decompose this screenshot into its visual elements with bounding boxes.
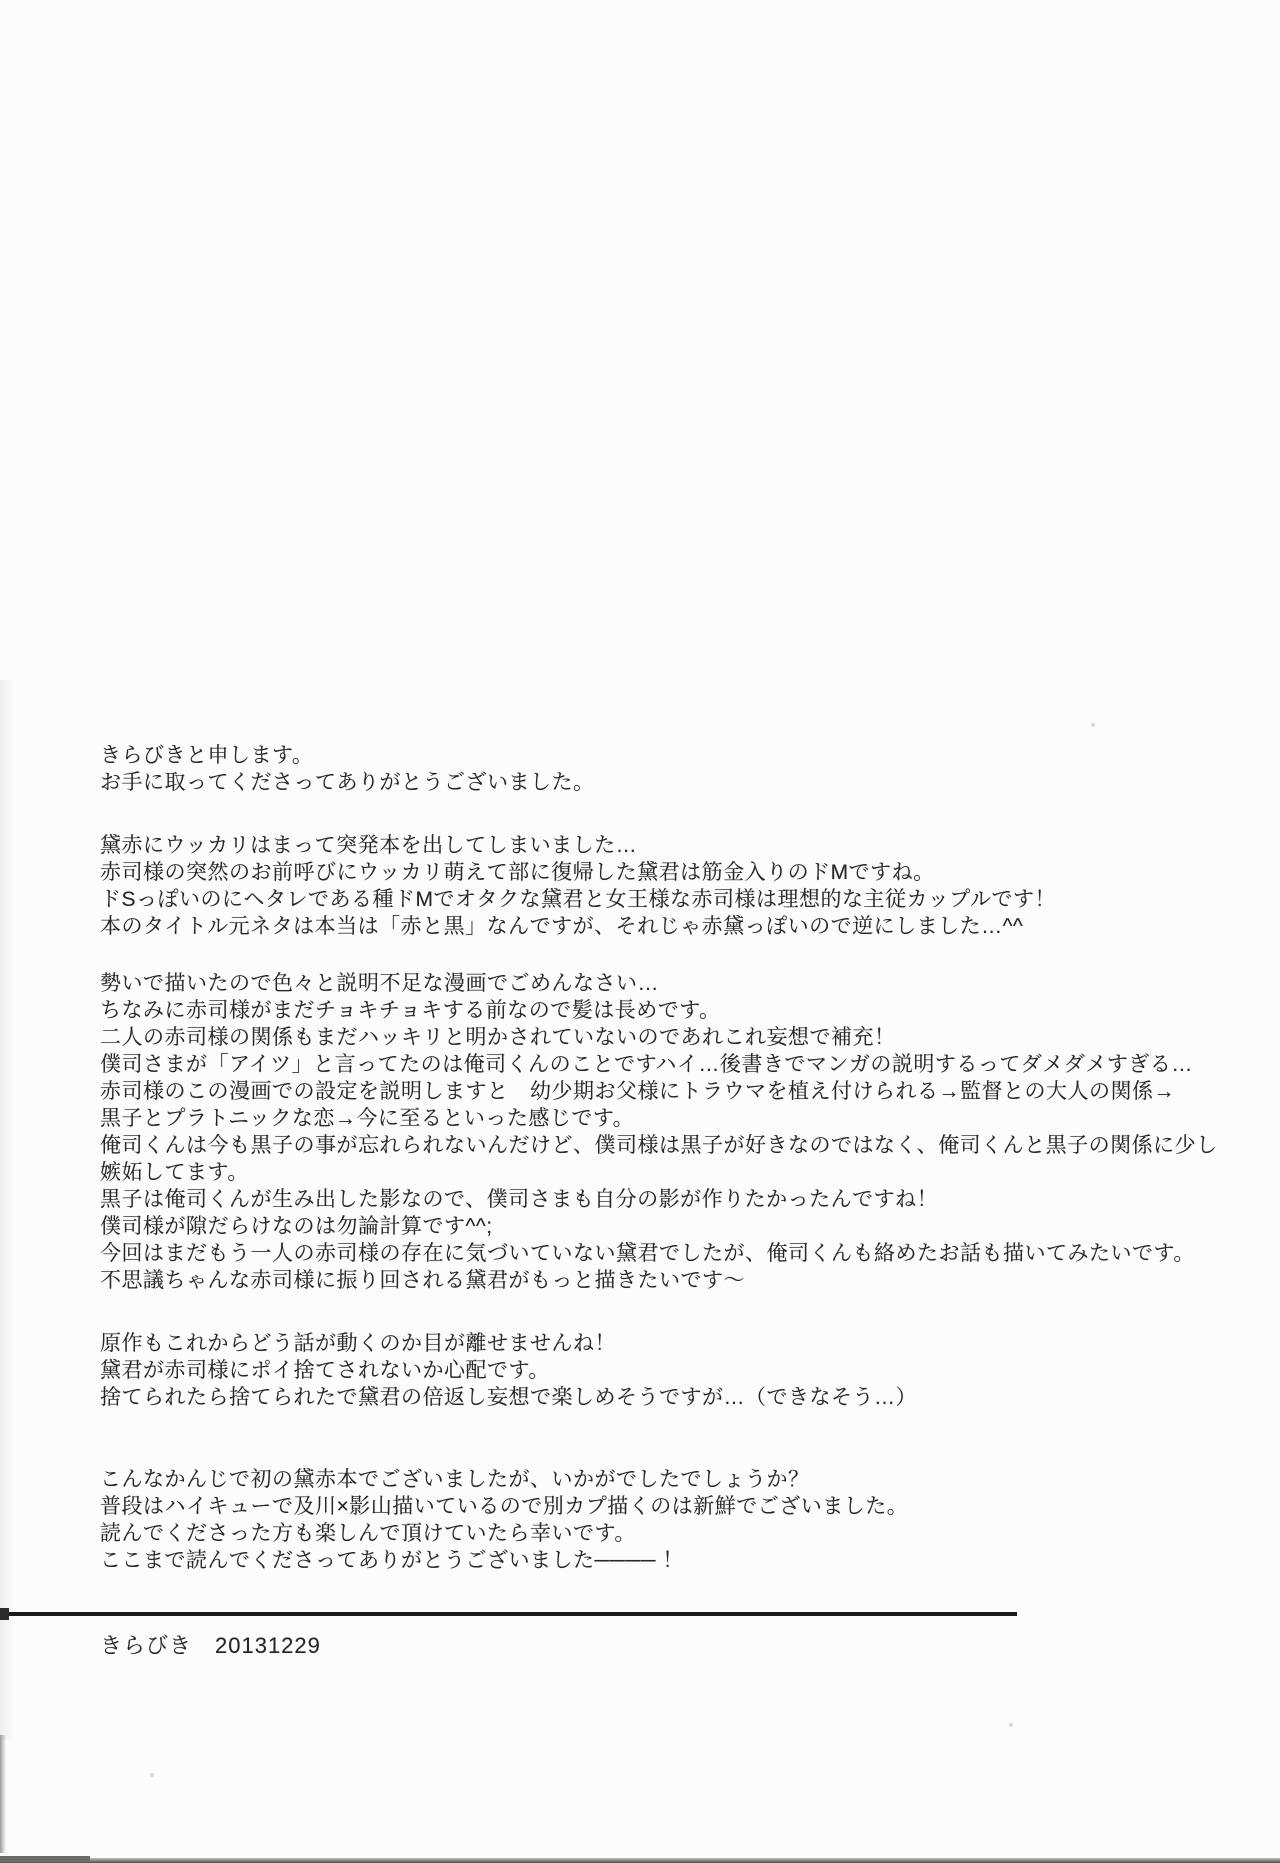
paragraph-closing	[100, 1466, 908, 1574]
text-line: 二人の赤司様の関係もまだハッキリと明かされていないのであれこれ妄想で補充！	[100, 1026, 896, 1049]
scan-left-shade	[0, 680, 14, 1740]
text-line: 黒子とプラトニックな恋→今に至るといった感じです。	[100, 1107, 635, 1130]
text-line: 黒子は俺司くんが生み出した影なので、僕司さまも自分の影が作りたかったんですね！	[100, 1188, 939, 1211]
text-line: 今回はまだもう一人の赤司様の存在に気づいていない黛君でしたが、俺司くんも絡めたお話も描いてみたいです。	[100, 1242, 1195, 1265]
text-line: 赤司様の突然のお前呼びにウッカリ萌えて部に復帰した黛君は筋金入りのドMですね。	[100, 861, 935, 884]
text-line: お手に取ってくださってありがとうございました。	[100, 771, 595, 794]
text-line: ここまで読んでくださってありがとうございました──── ！	[100, 1549, 684, 1572]
footer-divider-left-end	[0, 1608, 9, 1620]
paragraph-original-series	[100, 1330, 917, 1411]
text-line: 嫉妬してます。	[100, 1161, 249, 1184]
text-line: 捨てられたら捨てられたで黛君の倍返し妄想で楽しめそうですが…（できなそう…）	[100, 1386, 917, 1409]
text-line: 本のタイトル元ネタは本当は「赤と黒」なんですが、それじゃ赤黛っぽいので逆にしました…^^	[100, 915, 1024, 938]
text-line: 俺司くんは今も黒子の事が忘れられないんだけど、僕司様は黒子が好きなのではなく、俺司くんと黒子の関係に少し	[100, 1134, 1218, 1157]
text-line: 僕司さまが「アイツ」と言ってたのは俺司くんのことですハイ…後書きでマンガの説明するってダメダメすぎる…	[100, 1053, 1193, 1076]
text-line: きらびきと申します。	[100, 744, 314, 767]
text-line: 黛君が赤司様にポイ捨てされないか心配です。	[100, 1359, 550, 1382]
text-line: 勢いで描いたので色々と説明不足な漫画でごめんなさい…	[100, 972, 659, 995]
text-line: 不思議ちゃんな赤司様に振り回される黛君がもっと描きたいです～	[100, 1269, 745, 1292]
scan-left-edge	[0, 1735, 6, 1853]
scan-bottom-edge	[0, 1858, 1280, 1863]
text-line: 普段はハイキューで及川×影山描いているので別カプ描くのは新鮮でございました。	[100, 1495, 909, 1518]
paragraph-greeting	[100, 742, 595, 796]
text-line: 赤司様のこの漫画での設定を説明しますと 幼少期お父様にトラウマを植え付けられる→監督との大人の関係→	[100, 1080, 1175, 1103]
scan-speck	[150, 1773, 154, 1777]
paragraph-about-book	[100, 832, 1056, 940]
text-line: 黛赤にウッカリはまって突発本を出してしまいました…	[100, 834, 638, 857]
scan-speck	[1009, 1723, 1013, 1727]
paragraph-manga-notes	[100, 970, 1218, 1294]
scan-bottom-edge-left	[0, 1856, 90, 1861]
text-line: 僕司様が隙だらけなのは勿論計算です^^;	[100, 1215, 493, 1238]
text-line: ちなみに赤司様がまだチョキチョキする前なので髪は長めです。	[100, 999, 721, 1022]
text-line: ドSっぽいのにヘタレである種ドMでオタクな黛君と女王様な赤司様は理想的な主従カップルです！	[100, 888, 1056, 911]
footer-credit: きらびき 20131229	[100, 1633, 321, 1658]
footer-divider	[0, 1612, 1017, 1616]
text-line: 原作もこれからどう話が動くのか目が離せませんね！	[100, 1332, 616, 1355]
text-line: こんなかんじで初の黛赤本でございましたが、いかがでしたでしょうか？	[100, 1468, 810, 1491]
scan-speck	[1091, 723, 1095, 727]
text-line: 読んでくださった方も楽しんで頂けていたら幸いです。	[100, 1522, 636, 1545]
